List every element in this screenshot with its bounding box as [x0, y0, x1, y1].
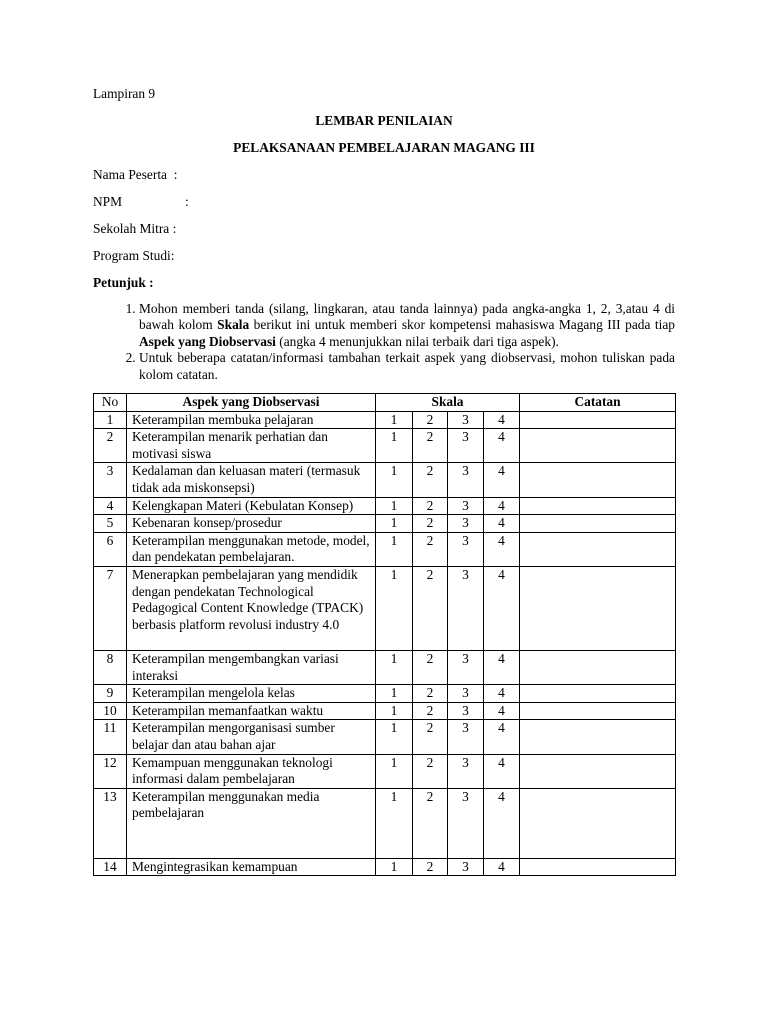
row-aspek: Menerapkan pembelajaran yang mendidik dengan pendekatan Technological Pedagogical Content Knowledge (TPACK) berbasis platform revolusi industry 4.0 [127, 566, 376, 650]
scale-option-4[interactable]: 4 [484, 515, 520, 533]
row-catatan[interactable] [520, 463, 676, 497]
scale-option-3[interactable]: 3 [448, 532, 484, 566]
scale-option-1[interactable]: 1 [376, 532, 413, 566]
row-number: 5 [94, 515, 127, 533]
scale-option-4[interactable]: 4 [484, 497, 520, 515]
petunjuk-heading: Petunjuk : [93, 275, 154, 290]
scale-option-1[interactable]: 1 [376, 497, 413, 515]
scale-option-1[interactable]: 1 [376, 566, 413, 650]
row-number: 1 [94, 411, 127, 429]
row-number: 4 [94, 497, 127, 515]
scale-option-3[interactable]: 3 [448, 858, 484, 876]
document-subtitle: PELAKSANAAN PEMBELAJARAN MAGANG III [233, 140, 535, 155]
scale-option-2[interactable]: 2 [413, 497, 448, 515]
instruction-emphasis: Skala [217, 317, 250, 333]
scale-option-2[interactable]: 2 [413, 463, 448, 497]
scale-option-2[interactable]: 2 [413, 720, 448, 754]
row-number: 3 [94, 463, 127, 497]
instruction-emphasis: Aspek yang Diobservasi [139, 333, 276, 349]
scale-option-3[interactable]: 3 [448, 411, 484, 429]
scale-option-2[interactable]: 2 [413, 858, 448, 876]
field-nama-peserta [93, 166, 675, 183]
instruction-text: Mohon memberi tanda (silang, lingkaran, atau tanda lainnya) pada angka-angka 1, 2, 3,atau 4 di bawah kolom [139, 301, 675, 333]
scale-option-2[interactable]: 2 [413, 702, 448, 720]
scale-option-4[interactable]: 4 [484, 532, 520, 566]
row-aspek: Keterampilan membuka pelajaran [127, 411, 376, 429]
table-body [94, 411, 676, 876]
scale-option-3[interactable]: 3 [448, 650, 484, 684]
field-label: Program Studi [93, 248, 171, 263]
row-aspek: Keterampilan mengembangkan variasi interaksi [127, 650, 376, 684]
scale-option-4[interactable]: 4 [484, 858, 520, 876]
document-page [93, 85, 675, 876]
instruction-item [139, 301, 675, 350]
scale-option-2[interactable]: 2 [413, 754, 448, 788]
scale-option-2[interactable]: 2 [413, 788, 448, 858]
row-catatan[interactable] [520, 566, 676, 650]
scale-option-3[interactable]: 3 [448, 515, 484, 533]
field-label: Nama Peserta [93, 167, 167, 182]
row-number: 2 [94, 429, 127, 463]
scale-option-2[interactable]: 2 [413, 515, 448, 533]
scale-option-1[interactable]: 1 [376, 720, 413, 754]
table-row [94, 720, 676, 754]
scale-option-4[interactable]: 4 [484, 650, 520, 684]
row-aspek: Kelengkapan Materi (Kebulatan Konsep) [127, 497, 376, 515]
field-colon: : [170, 248, 175, 263]
scale-option-2[interactable]: 2 [413, 532, 448, 566]
instruction-text: berikut ini untuk memberi skor kompetensi mahasiswa Magang III pada tiap [249, 317, 675, 333]
scale-option-3[interactable]: 3 [448, 685, 484, 703]
scale-option-2[interactable]: 2 [413, 650, 448, 684]
scale-option-1[interactable]: 1 [376, 788, 413, 858]
row-aspek: Keterampilan mengorganisasi sumber belajar dan atau bahan ajar [127, 720, 376, 754]
table-row [94, 566, 676, 650]
instruction-text: (angka 4 menunjukkan nilai terbaik dari tiga aspek). [275, 333, 559, 349]
scale-option-1[interactable]: 1 [376, 429, 413, 463]
document-title: LEMBAR PENILAIAN [315, 113, 453, 128]
table-row [94, 650, 676, 684]
row-number: 9 [94, 685, 127, 703]
header-catatan: Catatan [520, 394, 676, 412]
row-catatan[interactable] [520, 650, 676, 684]
row-catatan[interactable] [520, 702, 676, 720]
assessment-table [93, 393, 676, 876]
lampiran-label: Lampiran 9 [93, 86, 156, 101]
instruction-item: 2. Untuk beberapa catatan/informasi tambahan terkait aspek yang diobservasi, mohon tuliskan pada kolom catatan. [139, 350, 675, 383]
row-catatan[interactable] [520, 720, 676, 754]
row-number: 8 [94, 650, 127, 684]
row-catatan[interactable] [520, 532, 676, 566]
row-catatan[interactable] [520, 497, 676, 515]
row-number: 13 [94, 788, 127, 858]
scale-option-3[interactable]: 3 [448, 566, 484, 650]
scale-option-1[interactable]: 1 [376, 858, 413, 876]
row-aspek: Keterampilan menarik perhatian dan motivasi siswa [127, 429, 376, 463]
instruction-list [93, 301, 675, 383]
row-aspek: Kebenaran konsep/prosedur [127, 515, 376, 533]
row-catatan[interactable] [520, 754, 676, 788]
scale-option-3[interactable]: 3 [448, 497, 484, 515]
scale-option-4[interactable]: 4 [484, 754, 520, 788]
scale-option-1[interactable]: 1 [376, 685, 413, 703]
table-row [94, 702, 676, 720]
field-sekolah-mitra [93, 220, 675, 237]
row-number: 7 [94, 566, 127, 650]
row-aspek: Keterampilan menggunakan media pembelajaran [127, 788, 376, 858]
scale-option-1[interactable]: 1 [376, 411, 413, 429]
scale-option-3[interactable]: 3 [448, 754, 484, 788]
table-row [94, 463, 676, 497]
field-npm [93, 193, 675, 210]
row-catatan[interactable] [520, 429, 676, 463]
scale-option-4[interactable]: 4 [484, 429, 520, 463]
field-colon: : [173, 167, 178, 182]
scale-option-2[interactable]: 2 [413, 566, 448, 650]
scale-option-3[interactable]: 3 [448, 429, 484, 463]
table-row [94, 685, 676, 703]
scale-option-4[interactable]: 4 [484, 566, 520, 650]
table-row [94, 515, 676, 533]
row-aspek: Mengintegrasikan kemampuan [127, 858, 376, 876]
header-no: No [94, 394, 127, 412]
row-aspek: Kemampuan menggunakan teknologi informasi dalam pembelajaran [127, 754, 376, 788]
scale-option-4[interactable]: 4 [484, 720, 520, 754]
header-aspek: Aspek yang Diobservasi [127, 394, 376, 412]
scale-option-4[interactable]: 4 [484, 463, 520, 497]
field-colon: : [185, 194, 189, 209]
scale-option-1[interactable]: 1 [376, 702, 413, 720]
scale-option-1[interactable]: 1 [376, 754, 413, 788]
scale-option-4[interactable]: 4 [484, 411, 520, 429]
scale-option-4[interactable]: 4 [484, 788, 520, 858]
scale-option-3[interactable]: 3 [448, 702, 484, 720]
header-skala: Skala [376, 394, 520, 412]
table-row [94, 858, 676, 876]
table-row [94, 429, 676, 463]
row-aspek: Keterampilan memanfaatkan waktu [127, 702, 376, 720]
field-label: NPM [93, 194, 123, 209]
field-colon: : [172, 221, 177, 236]
row-aspek: Keterampilan mengelola kelas [127, 685, 376, 703]
scale-option-2[interactable]: 2 [413, 429, 448, 463]
row-number: 11 [94, 720, 127, 754]
table-row [94, 754, 676, 788]
scale-option-1[interactable]: 1 [376, 650, 413, 684]
row-number: 10 [94, 702, 127, 720]
row-catatan[interactable] [520, 685, 676, 703]
scale-option-4[interactable]: 4 [484, 702, 520, 720]
scale-option-3[interactable]: 3 [448, 463, 484, 497]
field-program-studi [93, 247, 675, 264]
scale-option-2[interactable]: 2 [413, 685, 448, 703]
table-row [94, 532, 676, 566]
row-catatan[interactable] [520, 411, 676, 429]
row-catatan[interactable] [520, 515, 676, 533]
row-number: 12 [94, 754, 127, 788]
row-catatan[interactable] [520, 858, 676, 876]
row-number: 6 [94, 532, 127, 566]
row-number: 14 [94, 858, 127, 876]
scale-option-1[interactable]: 1 [376, 463, 413, 497]
scale-option-3[interactable]: 3 [448, 720, 484, 754]
scale-option-1[interactable]: 1 [376, 515, 413, 533]
row-catatan[interactable] [520, 788, 676, 858]
table-row [94, 788, 676, 858]
table-header-row [94, 394, 676, 412]
table-row [94, 497, 676, 515]
scale-option-3[interactable]: 3 [448, 788, 484, 858]
scale-option-4[interactable]: 4 [484, 685, 520, 703]
row-aspek: Keterampilan menggunakan metode, model, dan pendekatan pembelajaran. [127, 532, 376, 566]
scale-option-2[interactable]: 2 [413, 411, 448, 429]
field-label: Sekolah Mitra [93, 221, 170, 236]
row-aspek: Kedalaman dan keluasan materi (termasuk tidak ada miskonsepsi) [127, 463, 376, 497]
table-row [94, 411, 676, 429]
